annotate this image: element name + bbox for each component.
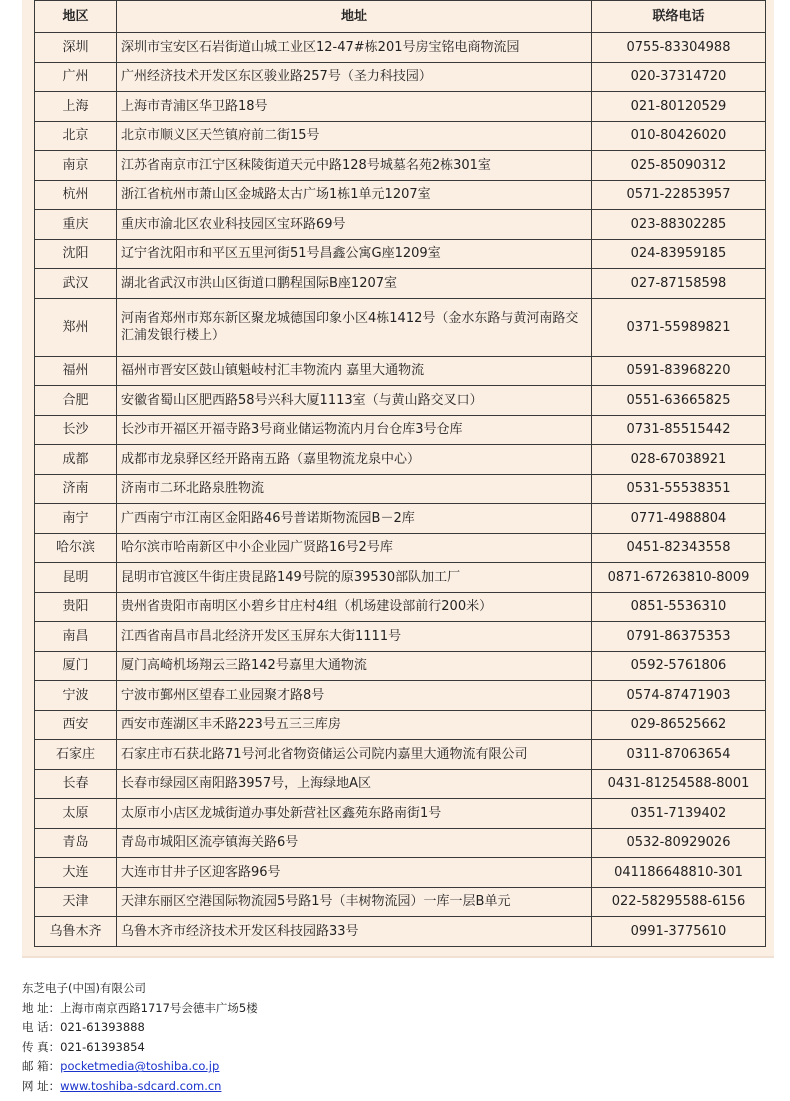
table-row bbox=[35, 474, 766, 504]
phone-cell: 0871-67263810-8009 bbox=[592, 563, 766, 593]
table-row bbox=[35, 269, 766, 299]
phone-cell: 0351-7139402 bbox=[592, 799, 766, 829]
table-row bbox=[35, 710, 766, 740]
address-cell: 福州市晋安区鼓山镇魁岐村汇丰物流内 嘉里大通物流 bbox=[117, 356, 592, 386]
region-cell: 天津 bbox=[35, 887, 117, 917]
email-line bbox=[22, 1057, 762, 1077]
table-row bbox=[35, 769, 766, 799]
address-cell: 昆明市官渡区牛街庄贵昆路149号院的原39530部队加工厂 bbox=[117, 563, 592, 593]
service-center-table bbox=[34, 0, 766, 947]
table-row bbox=[35, 828, 766, 858]
phone-cell: 028-67038921 bbox=[592, 445, 766, 475]
phone-cell: 0791-86375353 bbox=[592, 622, 766, 652]
address-cell: 青岛市城阳区流亭镇海关路6号 bbox=[117, 828, 592, 858]
table-row bbox=[35, 917, 766, 947]
address-cell: 哈尔滨市哈南新区中小企业园广贤路16号2号库 bbox=[117, 533, 592, 563]
table-header-row bbox=[35, 1, 766, 33]
table-row bbox=[35, 356, 766, 386]
address-cell: 宁波市鄞州区望春工业园聚才路8号 bbox=[117, 681, 592, 711]
website-label: 网 址： bbox=[22, 1078, 61, 1093]
phone-cell: 025-85090312 bbox=[592, 151, 766, 181]
region-cell: 重庆 bbox=[35, 210, 117, 240]
phone-cell: 0731-85515442 bbox=[592, 415, 766, 445]
address-line bbox=[22, 999, 762, 1019]
region-cell: 广州 bbox=[35, 62, 117, 92]
table-row bbox=[35, 681, 766, 711]
contact-footer bbox=[22, 979, 762, 1097]
address-cell: 河南省郑州市郑东新区聚龙城德国印象小区4栋1412号（金水东路与黄河南路交汇浦发银行楼上） bbox=[117, 298, 592, 356]
phone-cell: 010-80426020 bbox=[592, 121, 766, 151]
phone-cell: 0431-81254588-8001 bbox=[592, 769, 766, 799]
phone-cell: 0771-4988804 bbox=[592, 504, 766, 534]
region-cell: 南京 bbox=[35, 151, 117, 181]
region-cell: 武汉 bbox=[35, 269, 117, 299]
phone-cell: 0592-5761806 bbox=[592, 651, 766, 681]
table-row bbox=[35, 210, 766, 240]
phone-cell: 0371-55989821 bbox=[592, 298, 766, 356]
table-row bbox=[35, 533, 766, 563]
phone-cell: 021-80120529 bbox=[592, 92, 766, 122]
region-cell: 杭州 bbox=[35, 180, 117, 210]
region-cell: 宁波 bbox=[35, 681, 117, 711]
phone-cell: 0755-83304988 bbox=[592, 33, 766, 63]
table-row bbox=[35, 180, 766, 210]
fax-line bbox=[22, 1038, 762, 1058]
phone-cell: 0451-82343558 bbox=[592, 533, 766, 563]
table-row bbox=[35, 504, 766, 534]
region-cell: 济南 bbox=[35, 474, 117, 504]
phone-cell: 0532-80929026 bbox=[592, 828, 766, 858]
address-cell: 贵州省贵阳市南明区小碧乡甘庄村4组（机场建设部前行200米） bbox=[117, 592, 592, 622]
phone-label: 电 话： bbox=[22, 1020, 61, 1035]
address-cell: 湖北省武汉市洪山区街道口鹏程国际B座1207室 bbox=[117, 269, 592, 299]
address-cell: 安徽省蜀山区肥西路58号兴科大厦1113室（与黄山路交叉口） bbox=[117, 386, 592, 416]
phone-cell: 0551-63665825 bbox=[592, 386, 766, 416]
phone-cell: 022-58295588-6156 bbox=[592, 887, 766, 917]
panel-shadow bbox=[22, 956, 774, 958]
address-cell: 长沙市开福区开福寺路3号商业储运物流内月台仓库3号仓库 bbox=[117, 415, 592, 445]
table-row bbox=[35, 386, 766, 416]
address-cell: 长春市绿园区南阳路3957号，上海绿地A区 bbox=[117, 769, 592, 799]
address-cell: 济南市二环北路泉胜物流 bbox=[117, 474, 592, 504]
website-link[interactable]: www.toshiba-sdcard.com.cn bbox=[60, 1078, 222, 1093]
phone-cell: 024-83959185 bbox=[592, 239, 766, 269]
table-row bbox=[35, 151, 766, 181]
region-cell: 厦门 bbox=[35, 651, 117, 681]
address-cell: 厦门高崎机场翔云三路142号嘉里大通物流 bbox=[117, 651, 592, 681]
region-cell: 成都 bbox=[35, 445, 117, 475]
region-cell: 长春 bbox=[35, 769, 117, 799]
region-cell: 乌鲁木齐 bbox=[35, 917, 117, 947]
phone-cell: 023-88302285 bbox=[592, 210, 766, 240]
table-row bbox=[35, 799, 766, 829]
address-cell: 太原市小店区龙城街道办事处新营社区鑫苑东路南街1号 bbox=[117, 799, 592, 829]
address-cell: 大连市甘井子区迎客路96号 bbox=[117, 858, 592, 888]
region-cell: 福州 bbox=[35, 356, 117, 386]
table-row bbox=[35, 298, 766, 356]
phone-cell: 041186648810-301 bbox=[592, 858, 766, 888]
region-cell: 南昌 bbox=[35, 622, 117, 652]
table-row bbox=[35, 740, 766, 770]
table-row bbox=[35, 445, 766, 475]
address-cell: 重庆市渝北区农业科技园区宝环路69号 bbox=[117, 210, 592, 240]
phone-cell: 0991-3775610 bbox=[592, 917, 766, 947]
region-cell: 石家庄 bbox=[35, 740, 117, 770]
address-cell: 江苏省南京市江宁区秣陵街道天元中路128号城墓名苑2栋301室 bbox=[117, 151, 592, 181]
table-row bbox=[35, 622, 766, 652]
address-cell: 广西南宁市江南区金阳路46号普诺斯物流园B－2库 bbox=[117, 504, 592, 534]
region-cell: 西安 bbox=[35, 710, 117, 740]
region-cell: 长沙 bbox=[35, 415, 117, 445]
table-row bbox=[35, 239, 766, 269]
address-cell: 深圳市宝安区石岩街道山城工业区12-47#栋201号房宝铭电商物流园 bbox=[117, 33, 592, 63]
header-region: 地区 bbox=[35, 1, 117, 33]
table-row bbox=[35, 592, 766, 622]
header-phone: 联络电话 bbox=[592, 1, 766, 33]
region-cell: 昆明 bbox=[35, 563, 117, 593]
email-link[interactable]: pocketmedia@toshiba.co.jp bbox=[60, 1059, 220, 1074]
region-cell: 青岛 bbox=[35, 828, 117, 858]
phone-cell: 0591-83968220 bbox=[592, 356, 766, 386]
header-address: 地址 bbox=[117, 1, 592, 33]
table-row bbox=[35, 651, 766, 681]
region-cell: 贵阳 bbox=[35, 592, 117, 622]
table-body bbox=[35, 33, 766, 947]
address-cell: 北京市顺义区天竺镇府前二街15号 bbox=[117, 121, 592, 151]
phone-cell: 0531-55538351 bbox=[592, 474, 766, 504]
phone-cell: 0851-5536310 bbox=[592, 592, 766, 622]
table-row bbox=[35, 563, 766, 593]
fax-label: 传 真： bbox=[22, 1039, 61, 1054]
table-row bbox=[35, 887, 766, 917]
phone-cell: 020-37314720 bbox=[592, 62, 766, 92]
region-cell: 哈尔滨 bbox=[35, 533, 117, 563]
phone-value: 021-61393888 bbox=[60, 1020, 145, 1035]
table-row bbox=[35, 121, 766, 151]
address-cell: 广州经济技术开发区东区骏业路257号（圣力科技园） bbox=[117, 62, 592, 92]
address-value: 上海市南京西路1717号会德丰广场5楼 bbox=[60, 1000, 258, 1015]
table-row bbox=[35, 33, 766, 63]
address-cell: 石家庄市石获北路71号河北省物资储运公司院内嘉里大通物流有限公司 bbox=[117, 740, 592, 770]
email-label: 邮 箱： bbox=[22, 1059, 61, 1074]
table-row bbox=[35, 858, 766, 888]
region-cell: 北京 bbox=[35, 121, 117, 151]
phone-cell: 029-86525662 bbox=[592, 710, 766, 740]
table-row bbox=[35, 92, 766, 122]
phone-cell: 0574-87471903 bbox=[592, 681, 766, 711]
region-cell: 南宁 bbox=[35, 504, 117, 534]
region-cell: 深圳 bbox=[35, 33, 117, 63]
region-cell: 沈阳 bbox=[35, 239, 117, 269]
address-cell: 天津东丽区空港国际物流园5号路1号（丰树物流园）一库一层B单元 bbox=[117, 887, 592, 917]
address-cell: 西安市莲湖区丰禾路223号五三三库房 bbox=[117, 710, 592, 740]
address-cell: 上海市青浦区华卫路18号 bbox=[117, 92, 592, 122]
table-row bbox=[35, 62, 766, 92]
phone-cell: 027-87158598 bbox=[592, 269, 766, 299]
phone-cell: 0571-22853957 bbox=[592, 180, 766, 210]
address-cell: 成都市龙泉驿区经开路南五路（嘉里物流龙泉中心） bbox=[117, 445, 592, 475]
phone-cell: 0311-87063654 bbox=[592, 740, 766, 770]
region-cell: 上海 bbox=[35, 92, 117, 122]
address-cell: 江西省南昌市昌北经济开发区玉屏东大街1111号 bbox=[117, 622, 592, 652]
fax-value: 021-61393854 bbox=[60, 1039, 145, 1054]
region-cell: 大连 bbox=[35, 858, 117, 888]
address-cell: 乌鲁木齐市经济技术开发区科技园路33号 bbox=[117, 917, 592, 947]
table-row bbox=[35, 415, 766, 445]
website-line bbox=[22, 1077, 762, 1097]
phone-line bbox=[22, 1018, 762, 1038]
region-cell: 郑州 bbox=[35, 298, 117, 356]
region-cell: 太原 bbox=[35, 799, 117, 829]
address-cell: 辽宁省沈阳市和平区五里河街51号昌鑫公寓G座1209室 bbox=[117, 239, 592, 269]
address-cell: 浙江省杭州市萧山区金城路太古广场1栋1单元1207室 bbox=[117, 180, 592, 210]
address-label: 地 址： bbox=[22, 1000, 61, 1015]
company-name: 东芝电子(中国)有限公司 bbox=[22, 981, 146, 995]
region-cell: 合肥 bbox=[35, 386, 117, 416]
